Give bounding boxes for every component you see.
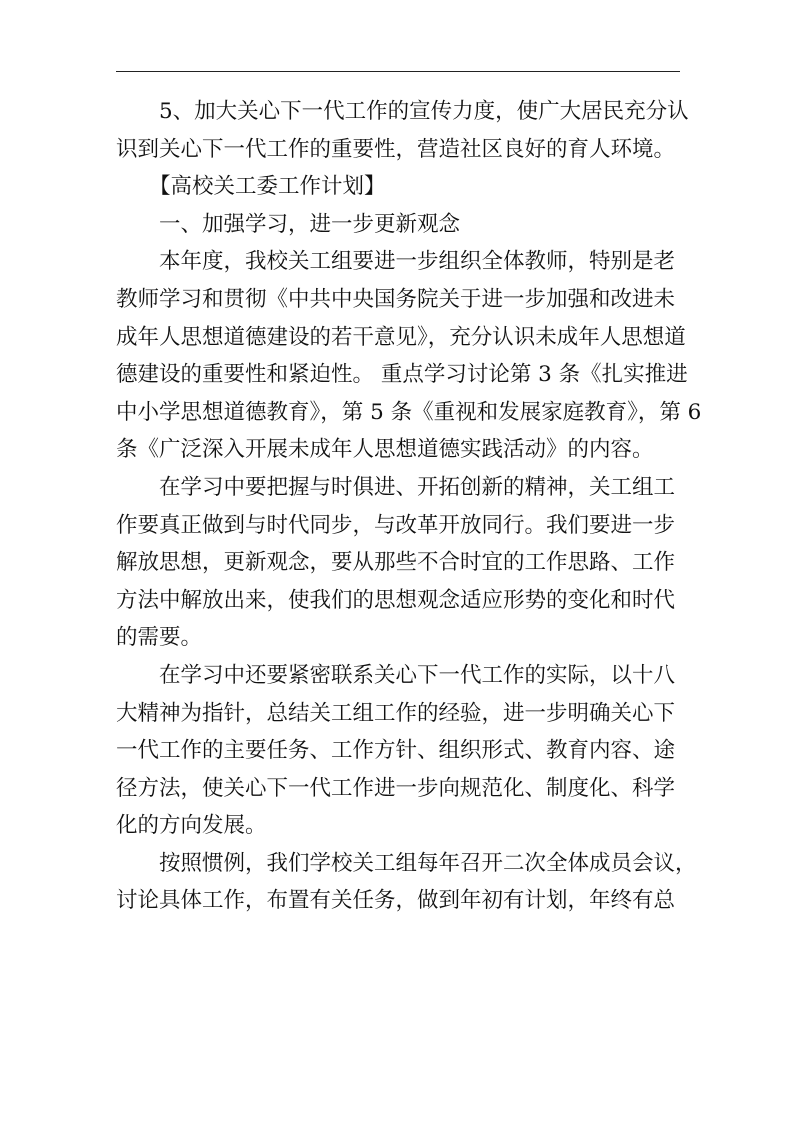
text-line: 径方法，使关心下一代工作进一步向规范化、制度化、科学 [116,775,676,801]
text-line: 解放思想，更新观念，要从那些不合时宜的工作思路、工作 [116,550,676,576]
text-line: 化的方向发展。 [116,813,267,839]
text-line: 一代工作的主要任务、工作方针、组织形式、教育内容、途 [116,738,676,764]
text-line: 的需要。 [116,625,203,651]
section-heading: 【高校关工委工作计划】 [149,174,386,200]
text-line: 识到关心下一代工作的重要性，营造社区良好的育人环境。 [116,136,676,162]
header-rule [116,71,680,72]
text-line: 在学习中还要紧密联系关心下一代工作的实际，以十八 [159,662,676,688]
text-line: 按照惯例，我们学校关工组每年召开二次全体成员会议， [159,850,697,876]
subsection-heading: 一、加强学习，进一步更新观念 [159,211,461,237]
text-line: 方法中解放出来，使我们的思想观念适应形势的变化和时代 [116,587,676,613]
text-line: 讨论具体工作，布置有关任务，做到年初有计划，年终有总 [116,888,676,914]
text-line: 在学习中要把握与时俱进、开拓创新的精神，关工组工 [159,474,676,500]
text-line: 条《广泛深入开展未成年人思想道德实践活动》的内容。 [116,437,654,463]
text-line: 成年人思想道德建设的若干意见》，充分认识未成年人思想道 [116,324,686,350]
text-line: 作要真正做到与时代同步，与改革开放同行。我们要进一步 [116,512,676,538]
text-line: 中小学思想道德教育》，第 5 条《重视和发展家庭教育》，第 6 [116,399,702,425]
document-body [116,93,702,920]
text-line: 大精神为指针，总结关工组工作的经验，进一步明确关心下 [116,700,676,726]
text-line: 5、加大关心下一代工作的宣传力度，使广大居民充分认 [159,99,689,124]
text-line: 本年度，我校关工组要进一步组织全体教师，特别是老 [159,249,676,275]
text-line: 教师学习和贯彻《中共中央国务院关于进一步加强和改进未 [116,286,676,312]
text-line: 德建设的重要性和紧迫性。 重点学习讨论第 3 条《扎实推进 [116,362,688,388]
